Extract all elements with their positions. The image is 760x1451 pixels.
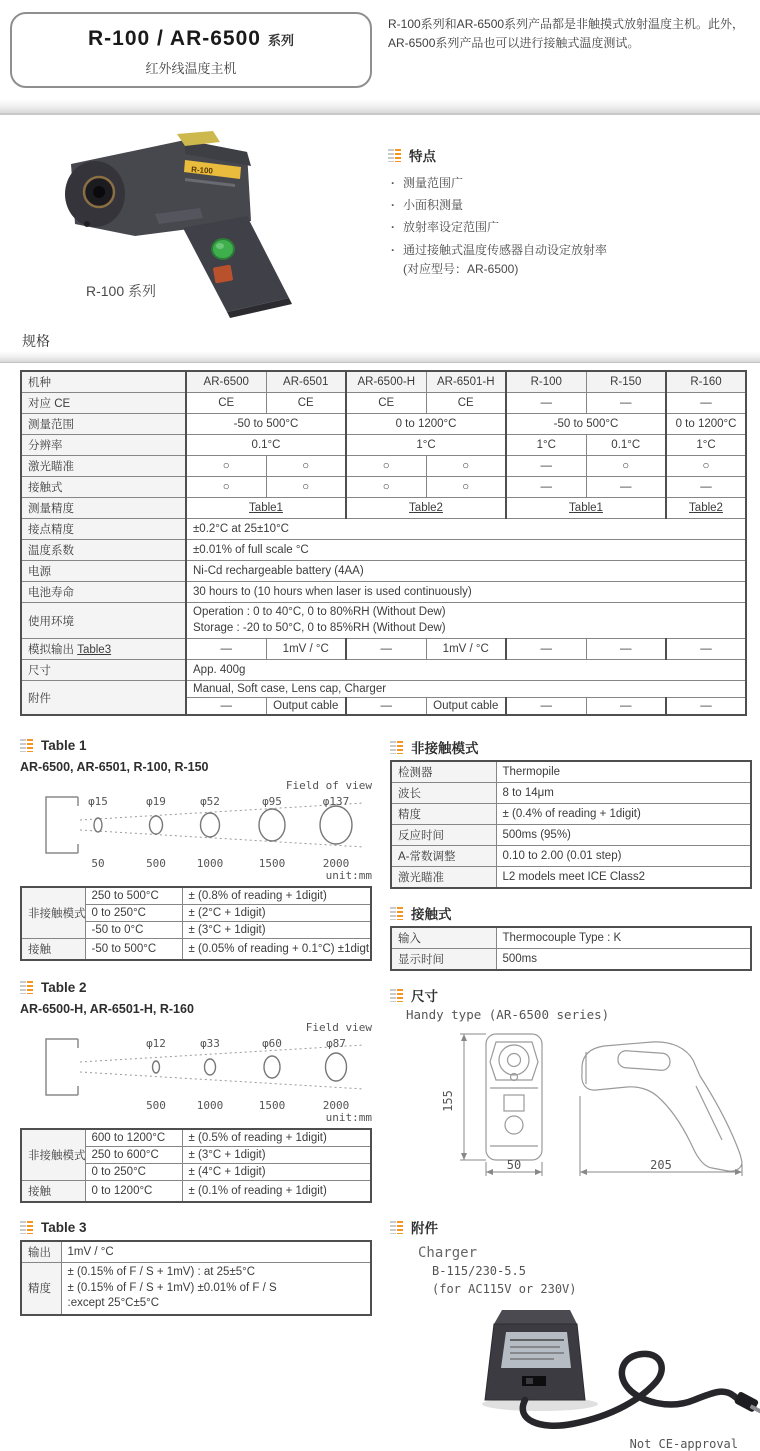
spec-cell: — <box>666 393 746 414</box>
distance-label: 500 <box>146 1099 166 1112</box>
row-label: A-常数调整 <box>391 846 496 867</box>
page-title: R-100 / AR-6500 <box>88 27 261 50</box>
contact-table <box>390 926 752 971</box>
distance-label: 500 <box>146 857 166 870</box>
section-title: 尺寸 <box>411 989 438 1004</box>
range-cell: 0 to 250°C <box>85 1164 182 1181</box>
mode-label: 非接触模式 <box>21 1129 85 1181</box>
spec-cell: 1mV / °C <box>426 639 506 660</box>
table3-output <box>20 1240 372 1316</box>
row-value: 500ms <box>496 949 751 971</box>
table3-link[interactable]: Table3 <box>77 644 112 657</box>
intro-line-1: R-100系列和AR-6500系列产品都是非触摸式放射温度主机。此外， <box>388 17 745 31</box>
accuracy-cell: ± (0.1% of reading + 1digit) <box>182 1181 371 1203</box>
spec-cell: R-100 <box>506 371 586 393</box>
page-subtitle: 红外线温度主机 <box>145 61 237 76</box>
accuracy-cell: ± (2°C + 1digit) <box>182 905 371 922</box>
distance-label: 1000 <box>196 1099 224 1112</box>
spec-cell: — <box>506 477 586 498</box>
row-label: 精度 <box>391 804 496 825</box>
spot-diameter-label: φ60 <box>262 1037 282 1050</box>
table2-heading <box>20 979 378 995</box>
section-stripes-icon <box>390 741 403 754</box>
divider-bar-specs <box>0 351 760 363</box>
spec-cell: ○ <box>266 477 346 498</box>
spec-cell: CE <box>426 393 506 414</box>
spec-cell: ○ <box>266 456 346 477</box>
specs-heading: 规格 <box>22 333 50 349</box>
row-value <box>61 1263 371 1315</box>
range-cell: 600 to 1200°C <box>85 1129 182 1147</box>
spot-circle <box>205 1059 216 1075</box>
section-stripes-icon <box>20 739 33 752</box>
intro-line-2: AR-6500系列产品也可以进行接触式温度测试。 <box>388 36 640 51</box>
spec-cell: — <box>506 639 586 660</box>
dim-width: 50 <box>506 1158 522 1172</box>
table-ref-link[interactable]: Table1 <box>569 502 603 514</box>
spec-cell: — <box>346 698 426 716</box>
range-cell: -50 to 500°C <box>85 939 182 961</box>
spec-cell <box>346 498 506 519</box>
spec-cell: R-150 <box>586 371 666 393</box>
table-ref-link[interactable]: Table1 <box>249 502 283 514</box>
distance-label: 50 <box>91 857 105 870</box>
spec-cell: ±0.01% of full scale °C <box>186 540 746 561</box>
spec-cell: Output cable <box>426 698 506 716</box>
intro-text <box>388 15 756 53</box>
spot-diameter-label: φ12 <box>146 1037 166 1050</box>
section-title: Table 1 <box>41 737 87 753</box>
feature-item: · 放射率设定范围广 <box>388 216 756 238</box>
spec-row-label: 分辨率 <box>21 435 186 456</box>
spot-diameter-label: φ95 <box>262 795 282 808</box>
spec-cell: Output cable <box>266 698 346 716</box>
spec-row-label: 激光瞄准 <box>21 456 186 477</box>
spec-cell: 0 to 1200°C <box>346 414 506 435</box>
row-value-line: ± (0.15% of F / S + 1mV) : at 25±5°C <box>67 1266 256 1278</box>
spec-cell: AR-6501 <box>266 371 346 393</box>
range-cell: 0 to 1200°C <box>85 1181 182 1203</box>
spot-circle <box>150 816 163 834</box>
spec-cell: ○ <box>346 456 426 477</box>
product-photo <box>35 126 335 321</box>
noncontact-heading <box>390 739 756 755</box>
spec-cell: — <box>586 639 666 660</box>
spot-circle <box>320 806 352 844</box>
charger-voltage: (for AC115V or 230V) <box>432 1281 577 1296</box>
spec-cell: App. 400g <box>186 660 746 681</box>
row-value: 0.10 to 2.00 (0.01 step) <box>496 846 751 867</box>
spec-cell: 30 hours to (10 hours when laser is used continuously) <box>186 582 746 603</box>
spec-cell: R-160 <box>666 371 746 393</box>
spec-row-label: 测量精度 <box>21 498 186 519</box>
section-stripes-icon <box>20 1221 33 1234</box>
range-cell: -50 to 0°C <box>85 922 182 939</box>
accessories-heading <box>390 1219 756 1235</box>
accuracy-cell: ± (0.05% of reading + 0.1°C) ±1digt <box>182 939 371 961</box>
table-ref-link[interactable]: Table2 <box>689 502 723 514</box>
page-title-suffix: 系列 <box>267 33 294 48</box>
table3-heading <box>20 1219 378 1235</box>
spec-cell-line: Storage : -20 to 50°C, 0 to 85%RH (Without Dew) <box>193 621 446 634</box>
distance-label: 1500 <box>258 1099 286 1112</box>
feature-item: · 通过接触式温度传感器自动设定放射率 (对应型号：AR-6500) <box>388 239 756 278</box>
fov-title: Field of view <box>285 779 372 792</box>
range-cell: 0 to 250°C <box>85 905 182 922</box>
spec-cell <box>666 498 746 519</box>
svg-text:R-100: R-100 <box>190 165 214 176</box>
charger-model: B-115/230-5.5 <box>432 1264 526 1279</box>
spec-row-label: 机种 <box>21 371 186 393</box>
accuracy-cell: ± (0.8% of reading + 1digit) <box>182 887 371 905</box>
table1-heading <box>20 737 378 753</box>
spot-diameter-label: φ33 <box>200 1037 220 1050</box>
accuracy-cell: ± (3°C + 1digit) <box>182 1147 371 1164</box>
spec-cell <box>186 498 346 519</box>
fov-unit: unit:mm <box>325 869 372 882</box>
spot-circle <box>259 809 285 841</box>
spec-row-label: 尺寸 <box>21 660 186 681</box>
spec-cell: ○ <box>426 456 506 477</box>
row-value: Thermocouple Type : K <box>496 927 751 949</box>
lens-icon <box>46 797 78 853</box>
spot-diameter-label: φ87 <box>326 1037 346 1050</box>
features-list <box>388 172 756 278</box>
dimensions-drawing <box>390 1022 756 1185</box>
spot-circle <box>326 1053 347 1081</box>
spec-cell: — <box>506 456 586 477</box>
lens-icon <box>46 1039 78 1095</box>
spot-circle <box>264 1056 280 1078</box>
table1-accuracy <box>20 886 372 961</box>
distance-label: 2000 <box>322 1099 350 1112</box>
spec-cell <box>506 498 666 519</box>
spec-cell: ○ <box>346 477 426 498</box>
spec-cell: 0.1°C <box>186 435 346 456</box>
distance-label: 1500 <box>258 857 286 870</box>
spec-cell: CE <box>346 393 426 414</box>
row-label: 检测器 <box>391 761 496 783</box>
section-stripes-icon <box>390 989 403 1002</box>
section-title: Table 3 <box>41 1219 87 1235</box>
mode-label: 接触 <box>21 1181 85 1203</box>
spec-cell <box>186 603 746 639</box>
row-label: 输出 <box>21 1241 61 1263</box>
spec-cell: 0.1°C <box>586 435 666 456</box>
spec-cell: — <box>346 639 426 660</box>
spec-cell: CE <box>266 393 346 414</box>
section-stripes-icon <box>20 981 33 994</box>
spec-cell: — <box>186 639 266 660</box>
accuracy-cell: ± (4°C + 1digit) <box>182 1164 371 1181</box>
range-cell: 250 to 600°C <box>85 1147 182 1164</box>
contact-heading <box>390 905 756 921</box>
spec-row-label: 电源 <box>21 561 186 582</box>
dimensions-subtitle: Handy type (AR-6500 series) <box>406 1007 610 1022</box>
row-label: 输入 <box>391 927 496 949</box>
row-value-line: ± (0.15% of F / S + 1mV) ±0.01% of F / S <box>67 1281 277 1294</box>
spec-cell: — <box>506 393 586 414</box>
thermometer-illustration <box>35 126 335 316</box>
row-value-line: :except 25°C±5°C <box>67 1297 160 1310</box>
row-label: 反应时间 <box>391 825 496 846</box>
spec-row-label: 模拟输出 Table3 <box>21 639 186 660</box>
charger-illustration <box>430 1298 760 1432</box>
feature-item: · 小面积测量 <box>388 194 756 216</box>
spot-diameter-label: φ15 <box>88 795 108 808</box>
spec-cell: — <box>186 698 266 716</box>
fov-unit: unit:mm <box>325 1111 372 1124</box>
table2-accuracy <box>20 1128 372 1203</box>
spec-cell: AR-6500-H <box>346 371 426 393</box>
divider-bar-top <box>0 99 760 115</box>
spec-cell: — <box>666 698 746 716</box>
mode-label: 接触 <box>21 939 85 961</box>
spec-cell: — <box>586 477 666 498</box>
spec-row-label: 温度系数 <box>21 540 186 561</box>
spec-cell: — <box>586 393 666 414</box>
spec-cell: ○ <box>426 477 506 498</box>
features-section <box>388 147 756 278</box>
table2-models: AR-6500-H, AR-6501-H, R-160 <box>20 1002 194 1016</box>
product-title-box <box>10 12 372 88</box>
spec-cell: ○ <box>586 456 666 477</box>
spec-table <box>20 370 747 716</box>
charger-photo <box>430 1298 756 1437</box>
spec-cell: 1°C <box>346 435 506 456</box>
spot-circle <box>153 1061 160 1073</box>
spec-row-label: 接触式 <box>21 477 186 498</box>
feature-item: · 测量范围广 <box>388 172 756 194</box>
table1-models: AR-6500, AR-6501, R-100, R-150 <box>20 760 209 774</box>
spec-cell: ○ <box>186 456 266 477</box>
range-cell: 250 to 500°C <box>85 887 182 905</box>
spec-row-label: 电池寿命 <box>21 582 186 603</box>
row-label: 波长 <box>391 783 496 804</box>
left-column <box>20 737 378 1316</box>
spec-cell: — <box>586 698 666 716</box>
spec-row-label: 接点精度 <box>21 519 186 540</box>
fov-title: Field view <box>305 1021 372 1034</box>
noncontact-table <box>390 760 752 889</box>
dim-height: 155 <box>441 1090 455 1112</box>
row-value: L2 models meet ICE Class2 <box>496 867 751 889</box>
spec-cell: ○ <box>186 477 266 498</box>
spot-diameter-label: φ19 <box>146 795 166 808</box>
spec-row-label: 测量范围 <box>21 414 186 435</box>
spec-row-label: 对应 CE <box>21 393 186 414</box>
right-column <box>390 739 756 1451</box>
charger-text <box>418 1243 756 1298</box>
distance-label: 1000 <box>196 857 224 870</box>
section-title: 非接触模式 <box>411 741 479 756</box>
charger-note: Not CE-approval <box>629 1437 738 1451</box>
dimensions-heading <box>390 987 756 1003</box>
section-title: 特点 <box>409 149 436 164</box>
spec-cell: -50 to 500°C <box>506 414 666 435</box>
spec-cell: AR-6500 <box>186 371 266 393</box>
row-value: Thermopile <box>496 761 751 783</box>
spec-cell: 1°C <box>666 435 746 456</box>
table-ref-link[interactable]: Table2 <box>409 502 443 514</box>
spec-cell: 1°C <box>506 435 586 456</box>
spot-diameter-label: φ137 <box>322 795 350 808</box>
spec-cell: -50 to 500°C <box>186 414 346 435</box>
beam-line <box>80 1072 364 1089</box>
row-value: 500ms (95%) <box>496 825 751 846</box>
feature-item-note: (对应型号：AR-6500) <box>403 261 519 276</box>
row-value: ± (0.4% of reading + 1digit) <box>496 804 751 825</box>
field-of-view-diagram-2 <box>20 1017 378 1123</box>
spot-circle <box>94 818 102 832</box>
row-label: 激光瞄准 <box>391 867 496 889</box>
page-title-row <box>12 27 370 51</box>
section-title: 附件 <box>411 1221 438 1236</box>
row-value: 8 to 14μm <box>496 783 751 804</box>
accuracy-cell: ± (0.5% of reading + 1digit) <box>182 1129 371 1147</box>
row-value: 1mV / °C <box>61 1241 371 1263</box>
distance-label: 2000 <box>322 857 350 870</box>
section-stripes-icon <box>390 907 403 920</box>
dim-length: 205 <box>650 1158 672 1172</box>
spec-cell-line: Operation : 0 to 40°C, 0 to 80%RH (Without Dew) <box>193 606 446 618</box>
features-heading <box>388 147 756 163</box>
spec-row-label: 附件 <box>21 681 186 716</box>
spec-cell: CE <box>186 393 266 414</box>
spec-cell: — <box>506 698 586 716</box>
section-stripes-icon <box>388 149 401 162</box>
spec-cell: AR-6501-H <box>426 371 506 393</box>
charger-name: Charger <box>418 1245 478 1261</box>
field-of-view-diagram-1 <box>20 775 378 881</box>
section-stripes-icon <box>390 1221 403 1234</box>
mode-label: 非接触模式 <box>21 887 85 939</box>
row-label: 显示时间 <box>391 949 496 971</box>
spec-cell: 0 to 1200°C <box>666 414 746 435</box>
accuracy-cell: ± (3°C + 1digit) <box>182 922 371 939</box>
spot-circle <box>201 813 220 837</box>
spec-cell: Manual, Soft case, Lens cap, Charger <box>186 681 746 698</box>
spot-diameter-label: φ52 <box>200 795 220 808</box>
product-caption: R-100 系列 <box>86 283 157 299</box>
spec-cell: Ni-Cd rechargeable battery (4AA) <box>186 561 746 582</box>
spec-cell: — <box>666 477 746 498</box>
spec-cell: ○ <box>666 456 746 477</box>
spec-cell: 1mV / °C <box>266 639 346 660</box>
row-label: 精度 <box>21 1263 61 1315</box>
section-title: 接触式 <box>411 907 452 922</box>
beam-line <box>80 1045 364 1062</box>
spec-cell: — <box>666 639 746 660</box>
spec-row-label: 使用环境 <box>21 603 186 639</box>
spec-cell: ±0.2°C at 25±10°C <box>186 519 746 540</box>
section-title: Table 2 <box>41 979 87 995</box>
handy-type-drawing <box>390 1022 756 1180</box>
